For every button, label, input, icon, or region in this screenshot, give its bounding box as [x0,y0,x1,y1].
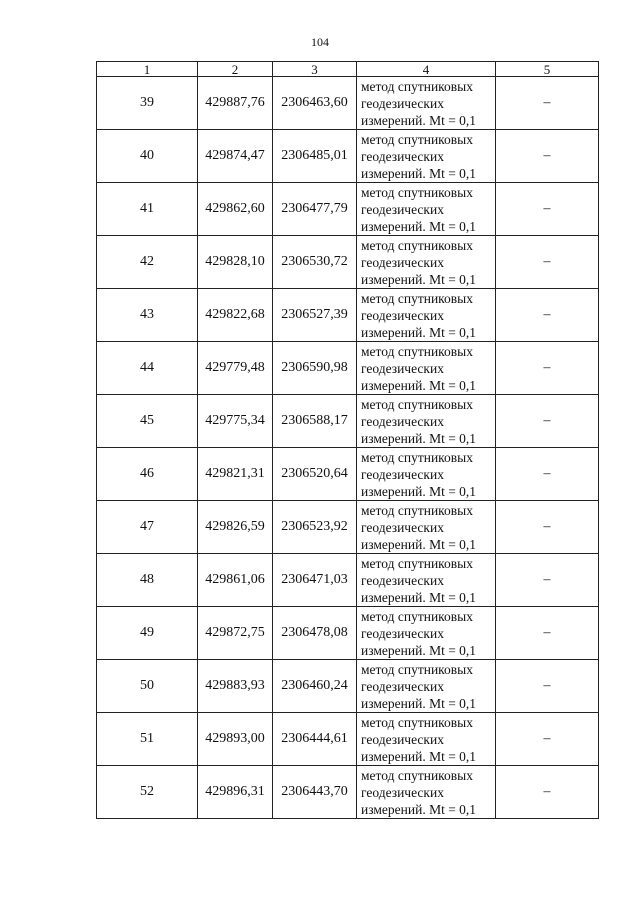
method-line: измерений. Mt = 0,1 [361,324,477,340]
point-number-cell: 47 [97,501,198,554]
method-cell [357,607,496,660]
method-cell [357,713,496,766]
x-coordinate-cell: 429893,00 [198,713,273,766]
point-number-cell: 39 [97,77,198,130]
method-cell [357,448,496,501]
x-coordinate-cell: 429826,59 [198,501,273,554]
column-header-5: 5 [496,62,599,77]
method-cell [357,766,496,819]
y-coordinate-cell: 2306478,08 [273,607,357,660]
y-coordinate-cell: 2306471,03 [273,554,357,607]
table-row [97,395,599,448]
method-line: метод спутниковых [361,237,473,253]
x-coordinate-cell: 429861,06 [198,554,273,607]
x-coordinate-cell: 429887,76 [198,77,273,130]
header-row [97,62,599,77]
table-row [97,660,599,713]
y-coordinate-cell: 2306477,79 [273,183,357,236]
method-line: геодезических [361,466,444,482]
method-cell [357,395,496,448]
note-cell: – [496,554,599,607]
method-line: геодезических [361,784,444,800]
method-line: измерений. Mt = 0,1 [361,483,477,499]
method-line: геодезических [361,413,444,429]
y-coordinate-cell: 2306520,64 [273,448,357,501]
table-header [97,62,599,77]
method-cell [357,660,496,713]
point-number-cell: 50 [97,660,198,713]
note-cell: – [496,607,599,660]
point-number-cell: 45 [97,395,198,448]
x-coordinate-cell: 429872,75 [198,607,273,660]
note-cell: – [496,77,599,130]
method-line: измерений. Mt = 0,1 [361,271,477,287]
note-cell: – [496,448,599,501]
note-cell: – [496,183,599,236]
table-row [97,607,599,660]
method-line: метод спутниковых [361,343,473,359]
method-line: геодезических [361,625,444,641]
table-row [97,766,599,819]
method-line: метод спутниковых [361,78,473,94]
note-cell: – [496,395,599,448]
x-coordinate-cell: 429874,47 [198,130,273,183]
method-line: геодезических [361,254,444,270]
x-coordinate-cell: 429821,31 [198,448,273,501]
y-coordinate-cell: 2306463,60 [273,77,357,130]
table-row [97,448,599,501]
note-cell: – [496,766,599,819]
method-line: геодезических [361,95,444,111]
method-line: измерений. Mt = 0,1 [361,165,477,181]
y-coordinate-cell: 2306530,72 [273,236,357,289]
method-cell [357,554,496,607]
method-line: метод спутниковых [361,661,473,677]
table-row [97,236,599,289]
y-coordinate-cell: 2306527,39 [273,289,357,342]
column-header-2: 2 [198,62,273,77]
method-line: метод спутниковых [361,449,473,465]
column-header-4: 4 [357,62,496,77]
method-line: геодезических [361,572,444,588]
method-line: измерений. Mt = 0,1 [361,218,477,234]
x-coordinate-cell: 429779,48 [198,342,273,395]
table-row [97,713,599,766]
method-line: измерений. Mt = 0,1 [361,589,477,605]
note-cell: – [496,236,599,289]
table-row [97,289,599,342]
y-coordinate-cell: 2306590,98 [273,342,357,395]
note-cell: – [496,713,599,766]
method-line: геодезических [361,148,444,164]
method-line: геодезических [361,307,444,323]
method-line: метод спутниковых [361,767,473,783]
method-line: метод спутниковых [361,502,473,518]
method-cell [357,130,496,183]
page-number: 104 [311,35,329,49]
method-line: метод спутниковых [361,608,473,624]
note-cell: – [496,289,599,342]
point-number-cell: 46 [97,448,198,501]
method-line: измерений. Mt = 0,1 [361,748,477,764]
point-number-cell: 52 [97,766,198,819]
x-coordinate-cell: 429896,31 [198,766,273,819]
method-cell [357,342,496,395]
method-cell [357,501,496,554]
point-number-cell: 40 [97,130,198,183]
method-line: измерений. Mt = 0,1 [361,430,477,446]
x-coordinate-cell: 429822,68 [198,289,273,342]
method-line: геодезических [361,201,444,217]
method-line: измерений. Mt = 0,1 [361,695,477,711]
note-cell: – [496,501,599,554]
x-coordinate-cell: 429862,60 [198,183,273,236]
method-line: геодезических [361,678,444,694]
point-number-cell: 44 [97,342,198,395]
point-number-cell: 49 [97,607,198,660]
method-line: метод спутниковых [361,396,473,412]
table-row [97,554,599,607]
x-coordinate-cell: 429828,10 [198,236,273,289]
method-line: геодезических [361,731,444,747]
method-line: измерений. Mt = 0,1 [361,112,477,128]
y-coordinate-cell: 2306444,61 [273,713,357,766]
coordinates-table [96,61,599,819]
method-line: измерений. Mt = 0,1 [361,801,477,817]
method-line: измерений. Mt = 0,1 [361,377,477,393]
point-number-cell: 48 [97,554,198,607]
y-coordinate-cell: 2306485,01 [273,130,357,183]
note-cell: – [496,342,599,395]
point-number-cell: 51 [97,713,198,766]
y-coordinate-cell: 2306523,92 [273,501,357,554]
method-line: геодезических [361,360,444,376]
method-line: измерений. Mt = 0,1 [361,642,477,658]
method-cell [357,289,496,342]
table-body [97,77,599,819]
column-header-1: 1 [97,62,198,77]
x-coordinate-cell: 429883,93 [198,660,273,713]
method-cell [357,236,496,289]
table-row [97,130,599,183]
method-line: метод спутниковых [361,290,473,306]
y-coordinate-cell: 2306460,24 [273,660,357,713]
method-line: метод спутниковых [361,184,473,200]
method-line: геодезических [361,519,444,535]
table-row [97,501,599,554]
table-row [97,183,599,236]
column-header-3: 3 [273,62,357,77]
note-cell: – [496,660,599,713]
table-row [97,77,599,130]
point-number-cell: 42 [97,236,198,289]
method-cell [357,77,496,130]
method-line: метод спутниковых [361,131,473,147]
method-line: метод спутниковых [361,714,473,730]
table-row [97,342,599,395]
note-cell: – [496,130,599,183]
point-number-cell: 43 [97,289,198,342]
point-number-cell: 41 [97,183,198,236]
method-cell [357,183,496,236]
x-coordinate-cell: 429775,34 [198,395,273,448]
method-line: измерений. Mt = 0,1 [361,536,477,552]
y-coordinate-cell: 2306443,70 [273,766,357,819]
y-coordinate-cell: 2306588,17 [273,395,357,448]
method-line: метод спутниковых [361,555,473,571]
